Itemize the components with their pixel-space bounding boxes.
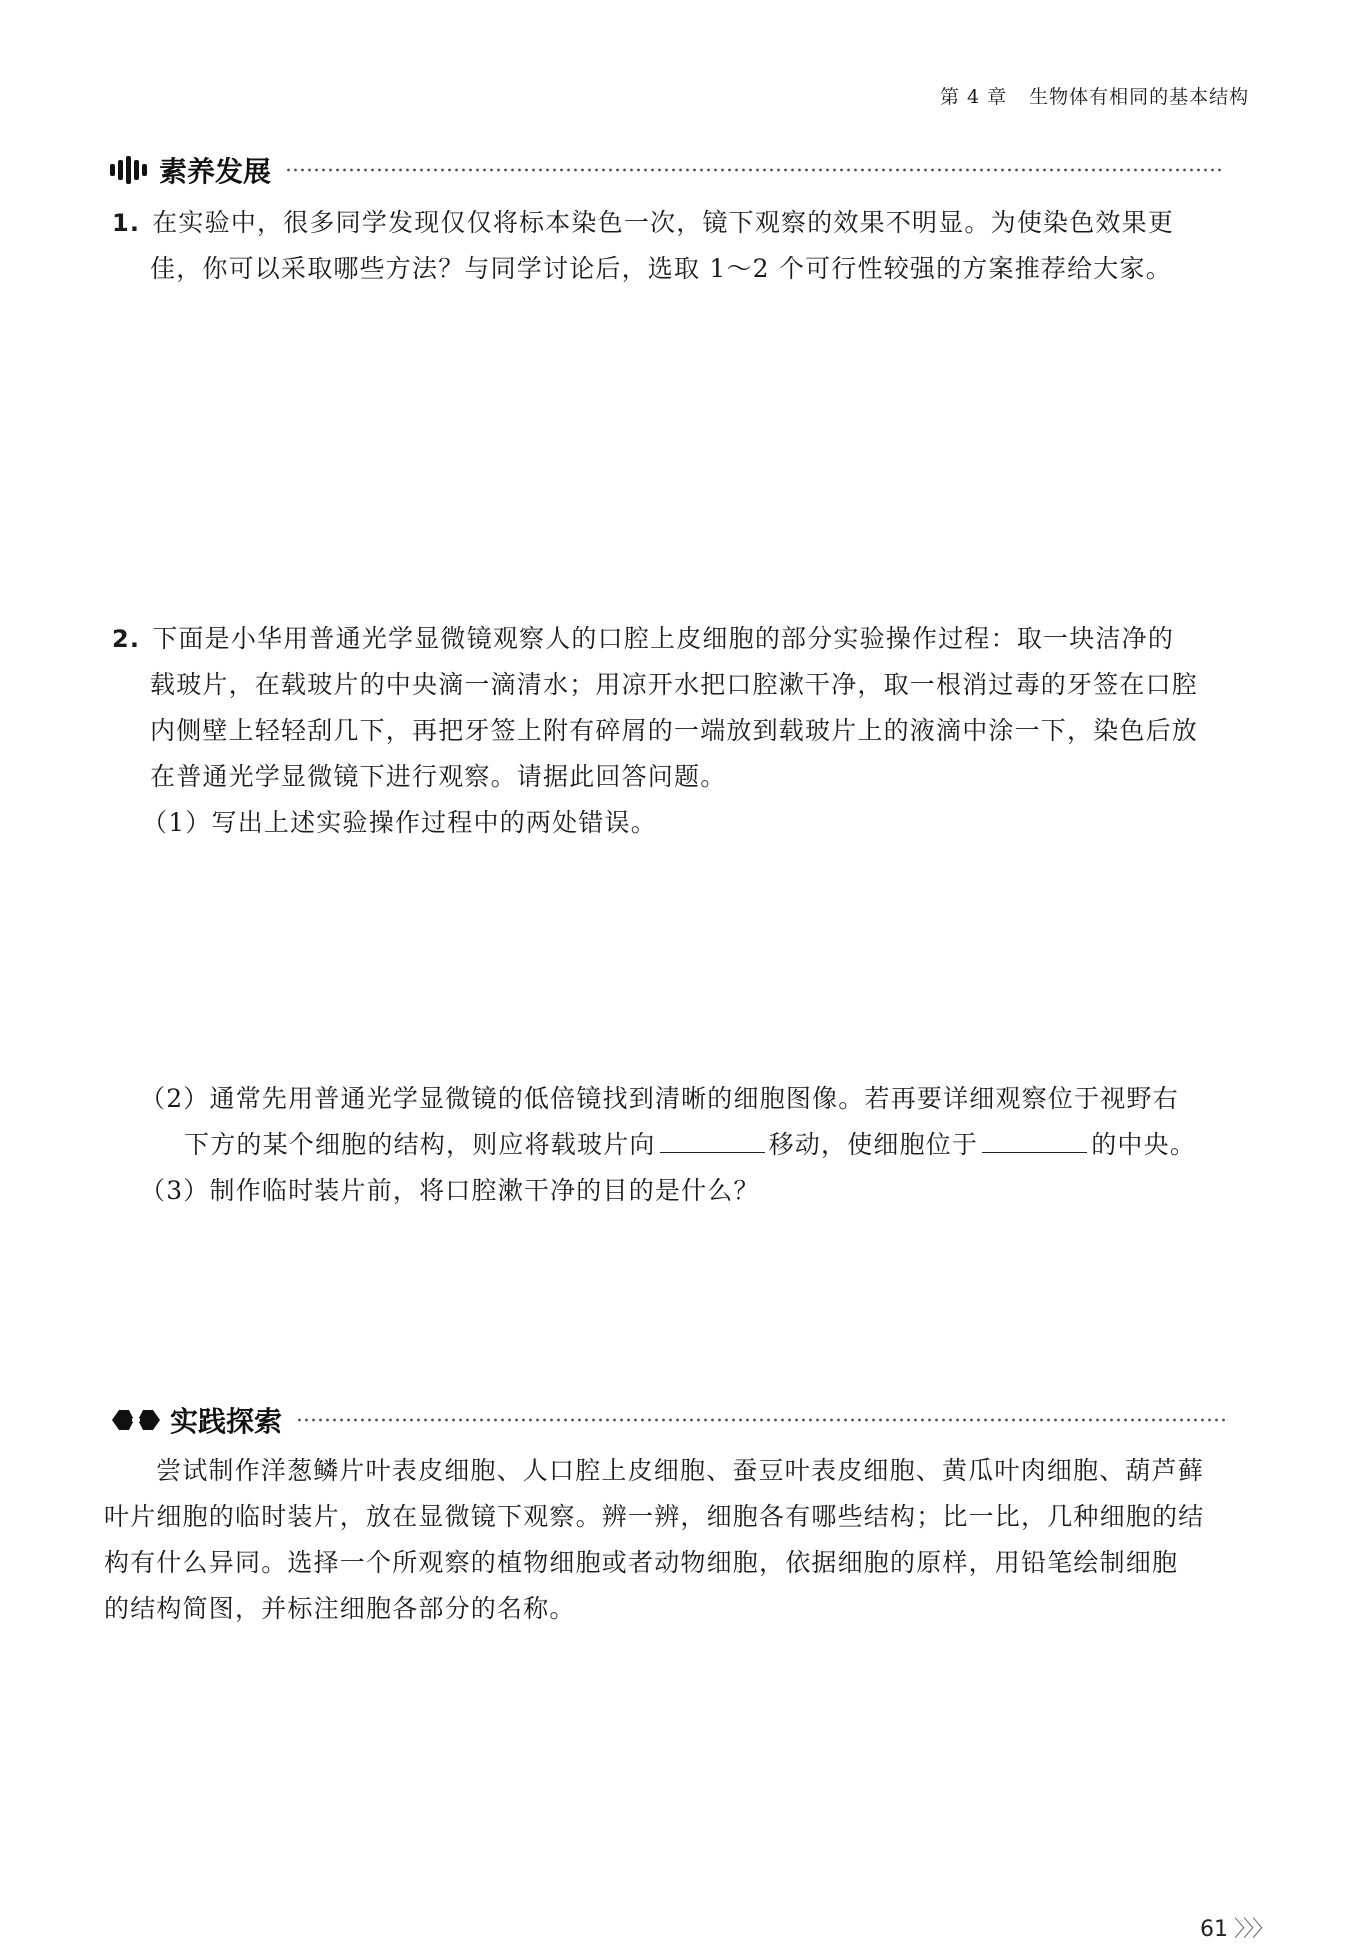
chevron-right-icon: 〉〉〉 xyxy=(1234,1917,1273,1942)
chapter-number: 第 4 章 xyxy=(940,86,1008,108)
question-text: 在实验中，很多同学发现仅仅将标本染色一次，镜下观察的效果不明显。为使染色效果更 xyxy=(152,208,1175,237)
sub-question-2-fill xyxy=(140,1122,1250,1168)
question-2-line xyxy=(112,616,1242,662)
practice-text: 的结构简图，并标注细胞各部分的名称。 xyxy=(104,1594,576,1623)
question-number: 1. xyxy=(112,209,141,237)
fill-text: 下方的某个细胞的结构，则应将载玻片向 xyxy=(184,1130,656,1159)
dotted-rule xyxy=(285,168,1225,172)
question-text: 内侧壁上轻轻刮几下，再把牙签上附有碎屑的一端放到载玻片上的液滴中涂一下，染色后放 xyxy=(150,716,1199,745)
sub-question-1: （1）写出上述实验操作过程中的两处错误。 xyxy=(142,808,657,837)
answer-blank-position[interactable] xyxy=(982,1126,1087,1153)
running-header xyxy=(940,82,1249,109)
question-1-line xyxy=(112,200,1242,246)
question-text: 下面是小华用普通光学显微镜观察人的口腔上皮细胞的部分实验操作过程：取一块洁净的 xyxy=(152,624,1175,653)
question-2 xyxy=(112,616,1242,846)
chapter-title: 生物体有相同的基本结构 xyxy=(1029,86,1250,108)
sound-bars-icon xyxy=(110,155,147,185)
practice-text: 叶片细胞的临时装片，放在显微镜下观察。辨一辨，细胞各有哪些结构；比一比，几种细胞的结 xyxy=(104,1502,1205,1531)
sub-question-3: （3）制作临时装片前，将口腔漱干净的目的是什么？ xyxy=(140,1176,760,1205)
question-text: 在普通光学显微镜下进行观察。请据此回答问题。 xyxy=(150,762,727,791)
section-heading-literacy xyxy=(110,152,1225,188)
fill-text: 的中央。 xyxy=(1091,1130,1197,1159)
question-1 xyxy=(112,200,1242,292)
question-1-line xyxy=(112,246,1242,292)
practice-text: 构有什么异同。选择一个所观察的植物细胞或者动物细胞，依据细胞的原样，用铅笔绘制细胞 xyxy=(104,1548,1179,1577)
question-number: 2. xyxy=(112,625,141,653)
section-title: 实践探索 xyxy=(170,1405,283,1438)
page-number-value: 61 xyxy=(1200,1917,1228,1942)
sub-question-2: （2）通常先用普通光学显微镜的低倍镜找到清晰的细胞图像。若再要详细观察位于视野右 xyxy=(140,1084,1179,1113)
question-text: 载玻片，在载玻片的中央滴一滴清水；用凉开水把口腔漱干净，取一根消过毒的牙签在口腔 xyxy=(150,670,1199,699)
practice-paragraph xyxy=(104,1448,1244,1632)
question-2-parts xyxy=(140,1076,1250,1214)
section-heading-practice xyxy=(110,1402,1225,1438)
dotted-rule xyxy=(296,1418,1225,1422)
question-text: 佳，你可以采取哪些方法？与同学讨论后，选取 1～2 个可行性较强的方案推荐给大家。 xyxy=(150,254,1172,283)
answer-blank-direction[interactable] xyxy=(660,1126,765,1153)
practice-text: 尝试制作洋葱鳞片叶表皮细胞、人口腔上皮细胞、蚕豆叶表皮细胞、黄瓜叶肉细胞、葫芦藓 xyxy=(156,1456,1205,1485)
fill-text: 移动，使细胞位于 xyxy=(768,1130,979,1159)
linked-hexagon-icon xyxy=(110,1405,162,1435)
page-number xyxy=(1200,1912,1272,1943)
section-title: 素养发展 xyxy=(159,155,272,188)
